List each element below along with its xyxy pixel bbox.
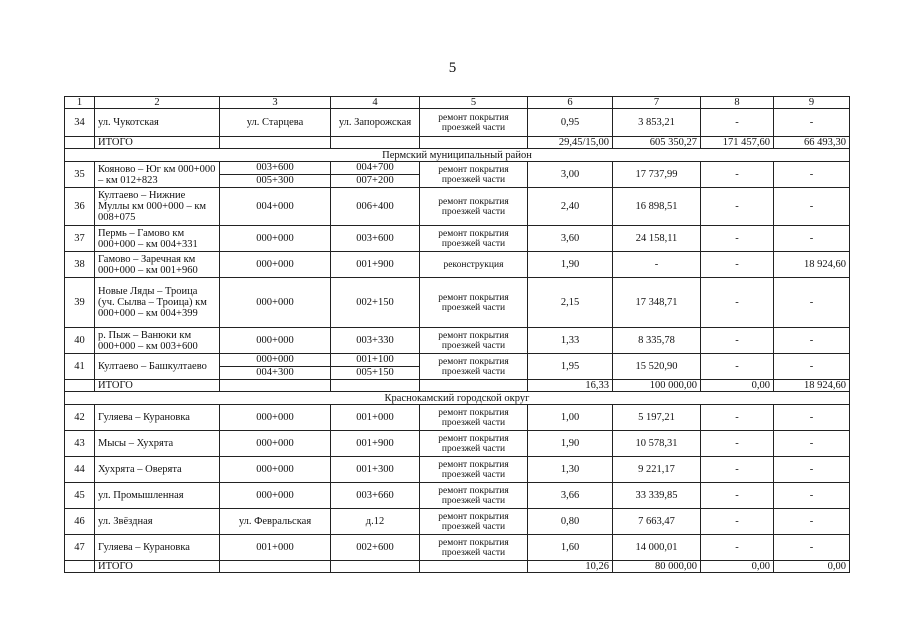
section-start-cell [220, 509, 331, 535]
value-c9: - [774, 328, 850, 354]
value-c7: 24 158,11 [613, 226, 701, 252]
total-value-c8: 0,00 [701, 561, 774, 573]
total-value-c6: 10,26 [528, 561, 613, 573]
row-number: 42 [65, 405, 95, 431]
value-c8: - [701, 405, 774, 431]
section-title: Пермский муниципальный район [65, 149, 850, 162]
value-c6: 1,60 [528, 535, 613, 561]
empty-cell [420, 137, 528, 149]
value-c7: 17 348,71 [613, 278, 701, 328]
section-end: 007+200 [356, 175, 394, 186]
value-c8: - [701, 509, 774, 535]
table-row [65, 483, 850, 509]
row-number: 45 [65, 483, 95, 509]
section-start: 005+300 [256, 175, 294, 186]
section-end: 003+660 [356, 490, 394, 501]
value-c7: 3 853,21 [613, 109, 701, 137]
value-c6: 2,15 [528, 278, 613, 328]
total-value-c7: 80 000,00 [613, 561, 701, 573]
value-c9: - [774, 278, 850, 328]
total-value-c7: 605 350,27 [613, 137, 701, 149]
value-c9: - [774, 405, 850, 431]
section-end: 001+100 [331, 354, 419, 367]
section-start: 000+000 [256, 233, 294, 244]
section-start: 000+000 [256, 490, 294, 501]
value-c7: 14 000,01 [613, 535, 701, 561]
section-start: 000+000 [256, 335, 294, 346]
row-number-cell [65, 380, 95, 392]
column-header: 3 [220, 97, 331, 109]
value-c7: 17 737,99 [613, 162, 701, 188]
section-start: ул. Старцева [246, 117, 304, 128]
row-number: 46 [65, 509, 95, 535]
total-value-c6: 29,45/15,00 [528, 137, 613, 149]
value-c6: 1,90 [528, 252, 613, 278]
road-name: Култаево – Нижние Муллы км 000+000 – км 008+075 [95, 188, 220, 226]
value-c9: - [774, 188, 850, 226]
value-c7: - [613, 252, 701, 278]
value-c6: 1,33 [528, 328, 613, 354]
value-c8: - [701, 457, 774, 483]
value-c6: 3,00 [528, 162, 613, 188]
section-start-cell [220, 431, 331, 457]
value-c6: 3,66 [528, 483, 613, 509]
table-row [65, 252, 850, 278]
total-value-c8: 171 457,60 [701, 137, 774, 149]
value-c7: 7 663,47 [613, 509, 701, 535]
road-name: Гуляева – Курановка [95, 535, 220, 561]
value-c6: 0,80 [528, 509, 613, 535]
value-c9: - [774, 109, 850, 137]
road-name: Кояново – Юг км 000+000 – км 012+823 [95, 162, 220, 188]
section-end-cell [331, 328, 420, 354]
road-name: Култаево – Башкултаево [95, 354, 220, 380]
section-start: 004+000 [256, 201, 294, 212]
total-value-c9: 66 493,30 [774, 137, 850, 149]
section-start-cell [220, 354, 331, 380]
total-value-c9: 0,00 [774, 561, 850, 573]
table-row [65, 354, 850, 380]
section-end: ул. Запорожская [338, 117, 412, 128]
section-end: 003+330 [356, 335, 394, 346]
value-c9: - [774, 483, 850, 509]
value-c8: - [701, 252, 774, 278]
value-c6: 0,95 [528, 109, 613, 137]
work-type: ремонт покрытия проезжей части [420, 483, 528, 509]
work-type: ремонт покрытия проезжей части [420, 328, 528, 354]
empty-cell [420, 380, 528, 392]
value-c6: 1,90 [528, 431, 613, 457]
empty-cell [331, 561, 420, 573]
value-c9: - [774, 431, 850, 457]
row-number: 36 [65, 188, 95, 226]
road-name: р. Пыж – Ванюки км 000+000 – км 003+600 [95, 328, 220, 354]
section-start-cell [220, 226, 331, 252]
work-type: ремонт покрытия проезжей части [420, 509, 528, 535]
section-end-cell [331, 278, 420, 328]
row-number: 34 [65, 109, 95, 137]
section-start-cell [220, 252, 331, 278]
section-end: 001+000 [356, 412, 394, 423]
section-end: 001+300 [356, 464, 394, 475]
value-c9: 18 924,60 [774, 252, 850, 278]
empty-cell [331, 380, 420, 392]
total-label: ИТОГО [95, 561, 220, 573]
table-row [65, 509, 850, 535]
section-end-cell [331, 109, 420, 137]
section-end-cell [331, 354, 420, 380]
section-start: ул. Февральская [238, 516, 312, 527]
section-end-cell [331, 457, 420, 483]
row-number-cell [65, 561, 95, 573]
value-c8: - [701, 431, 774, 457]
value-c6: 1,95 [528, 354, 613, 380]
empty-cell [420, 561, 528, 573]
total-value-c6: 16,33 [528, 380, 613, 392]
value-c8: - [701, 109, 774, 137]
value-c8: - [701, 483, 774, 509]
work-type: ремонт покрытия проезжей части [420, 457, 528, 483]
section-start-cell [220, 483, 331, 509]
road-name: ул. Звёздная [95, 509, 220, 535]
value-c8: - [701, 535, 774, 561]
section-title: Краснокамский городской округ [65, 392, 850, 405]
table-row [65, 405, 850, 431]
section-start: 000+000 [256, 438, 294, 449]
work-type: ремонт покрытия проезжей части [420, 278, 528, 328]
total-row [65, 137, 850, 149]
total-value-c8: 0,00 [701, 380, 774, 392]
total-label: ИТОГО [95, 380, 220, 392]
row-number: 43 [65, 431, 95, 457]
section-header-row [65, 149, 850, 162]
value-c8: - [701, 278, 774, 328]
value-c6: 1,30 [528, 457, 613, 483]
value-c7: 9 221,17 [613, 457, 701, 483]
section-start-cell [220, 109, 331, 137]
row-number: 38 [65, 252, 95, 278]
table-row [65, 278, 850, 328]
table-row [65, 328, 850, 354]
row-number: 35 [65, 162, 95, 188]
column-header: 8 [701, 97, 774, 109]
section-start-cell [220, 405, 331, 431]
total-value-c9: 18 924,60 [774, 380, 850, 392]
section-end-cell [331, 188, 420, 226]
section-end-cell [331, 535, 420, 561]
road-name: Хухрята – Оверята [95, 457, 220, 483]
value-c7: 8 335,78 [613, 328, 701, 354]
section-end-cell [331, 226, 420, 252]
section-end: 003+600 [356, 233, 394, 244]
section-start: 000+000 [256, 297, 294, 308]
column-header: 7 [613, 97, 701, 109]
value-c6: 1,00 [528, 405, 613, 431]
road-name: Гамово – Заречная км 000+000 – км 001+960 [95, 252, 220, 278]
value-c8: - [701, 162, 774, 188]
road-name: Пермь – Гамово км 000+000 – км 004+331 [95, 226, 220, 252]
section-end: 004+700 [331, 162, 419, 175]
empty-cell [331, 137, 420, 149]
work-type: ремонт покрытия проезжей части [420, 354, 528, 380]
work-type: ремонт покрытия проезжей части [420, 162, 528, 188]
section-start: 003+600 [220, 162, 330, 175]
column-header: 5 [420, 97, 528, 109]
page-number: 5 [448, 60, 457, 76]
section-end: 001+900 [356, 259, 394, 270]
table-row [65, 431, 850, 457]
column-header: 2 [95, 97, 220, 109]
section-end-cell [331, 405, 420, 431]
row-number: 41 [65, 354, 95, 380]
work-type: ремонт покрытия проезжей части [420, 405, 528, 431]
value-c9: - [774, 162, 850, 188]
empty-cell [220, 380, 331, 392]
value-c8: - [701, 226, 774, 252]
value-c6: 2,40 [528, 188, 613, 226]
value-c9: - [774, 535, 850, 561]
column-header-row [65, 97, 850, 109]
section-start-cell [220, 535, 331, 561]
column-header: 9 [774, 97, 850, 109]
value-c7: 33 339,85 [613, 483, 701, 509]
value-c6: 3,60 [528, 226, 613, 252]
section-start-cell [220, 328, 331, 354]
section-end-cell [331, 162, 420, 188]
section-end-cell [331, 483, 420, 509]
row-number-cell [65, 137, 95, 149]
value-c9: - [774, 509, 850, 535]
section-end: 002+150 [356, 297, 394, 308]
section-end-cell [331, 509, 420, 535]
row-number: 37 [65, 226, 95, 252]
value-c8: - [701, 328, 774, 354]
section-start-cell [220, 188, 331, 226]
section-end: 002+600 [356, 542, 394, 553]
value-c8: - [701, 188, 774, 226]
total-value-c7: 100 000,00 [613, 380, 701, 392]
work-type: ремонт покрытия проезжей части [420, 109, 528, 137]
road-name: ул. Промышленная [95, 483, 220, 509]
work-type: ремонт покрытия проезжей части [420, 188, 528, 226]
section-end: 006+400 [356, 201, 394, 212]
value-c8: - [701, 354, 774, 380]
value-c9: - [774, 226, 850, 252]
section-end: 001+900 [356, 438, 394, 449]
section-end: д.12 [365, 516, 385, 527]
section-start: 004+300 [256, 367, 294, 378]
work-type: ремонт покрытия проезжей части [420, 535, 528, 561]
value-c7: 15 520,90 [613, 354, 701, 380]
table-body [65, 97, 850, 573]
road-name: Мысы – Хухрята [95, 431, 220, 457]
row-number: 44 [65, 457, 95, 483]
section-start: 000+000 [220, 354, 330, 367]
table-row [65, 162, 850, 188]
column-header: 6 [528, 97, 613, 109]
value-c7: 5 197,21 [613, 405, 701, 431]
section-end: 005+150 [356, 367, 394, 378]
road-name: Гуляева – Курановка [95, 405, 220, 431]
empty-cell [220, 561, 331, 573]
section-start: 000+000 [256, 259, 294, 270]
table-row [65, 457, 850, 483]
section-start-cell [220, 162, 331, 188]
work-type: реконструкция [420, 252, 528, 278]
row-number: 39 [65, 278, 95, 328]
table-row [65, 109, 850, 137]
work-type: ремонт покрытия проезжей части [420, 226, 528, 252]
road-name: ул. Чукотская [95, 109, 220, 137]
total-row [65, 380, 850, 392]
section-end-cell [331, 252, 420, 278]
value-c9: - [774, 457, 850, 483]
column-header: 4 [331, 97, 420, 109]
road-works-table [64, 96, 850, 573]
table-row [65, 226, 850, 252]
total-label: ИТОГО [95, 137, 220, 149]
table-row [65, 188, 850, 226]
section-start: 000+000 [256, 464, 294, 475]
table-row [65, 535, 850, 561]
section-start: 001+000 [256, 542, 294, 553]
section-start: 000+000 [256, 412, 294, 423]
row-number: 47 [65, 535, 95, 561]
section-end-cell [331, 431, 420, 457]
road-name: Новые Ляды – Троица (уч. Сылва – Троица) км 000+000 – км 004+399 [95, 278, 220, 328]
total-row [65, 561, 850, 573]
column-header: 1 [65, 97, 95, 109]
section-header-row [65, 392, 850, 405]
work-type: ремонт покрытия проезжей части [420, 431, 528, 457]
row-number: 40 [65, 328, 95, 354]
section-start-cell [220, 278, 331, 328]
empty-cell [220, 137, 331, 149]
section-start-cell [220, 457, 331, 483]
value-c7: 10 578,31 [613, 431, 701, 457]
value-c9: - [774, 354, 850, 380]
value-c7: 16 898,51 [613, 188, 701, 226]
